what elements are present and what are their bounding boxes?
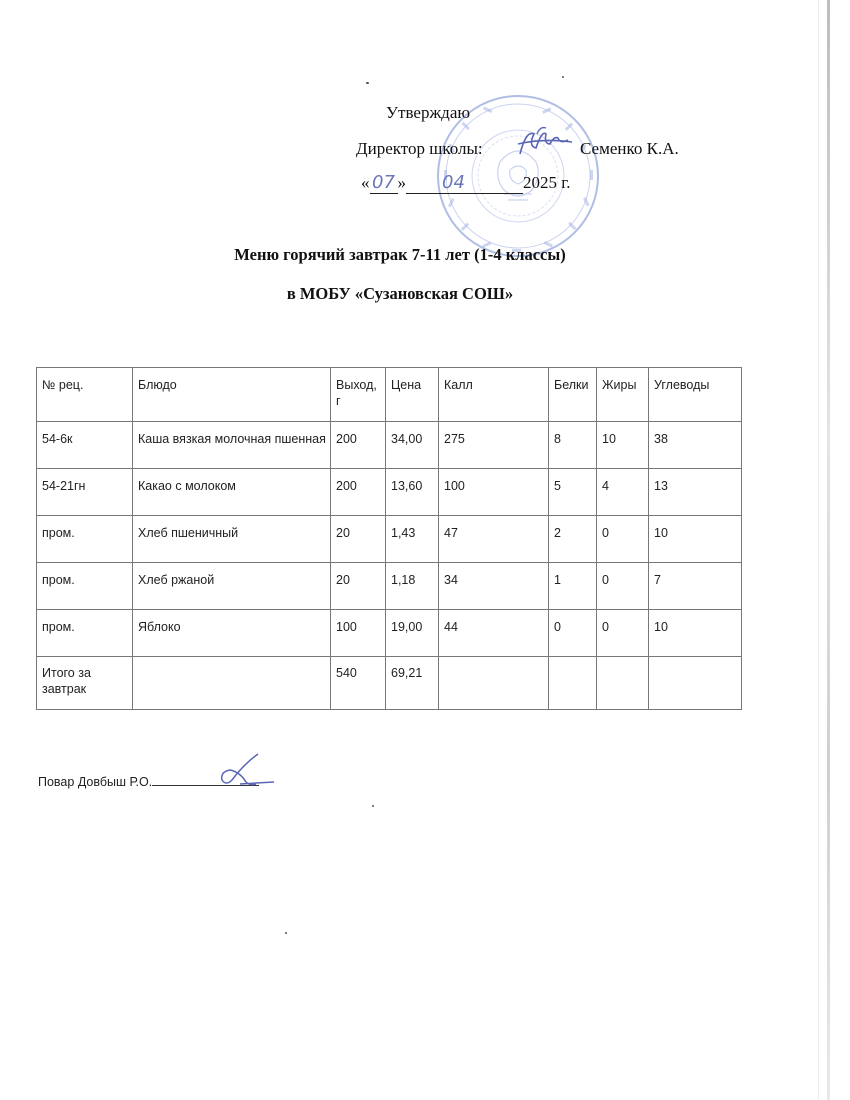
- scan-edge-shadow: [827, 0, 830, 1100]
- cell-recipe: пром.: [37, 563, 133, 610]
- cell-proteins: 0: [549, 610, 597, 657]
- cell-calories: 100: [439, 469, 549, 516]
- cell-price: 34,00: [386, 422, 439, 469]
- approval-title: Утверждаю: [386, 103, 471, 122]
- cell-carbs: 13: [649, 469, 742, 516]
- total-dish-empty: [133, 657, 331, 710]
- total-carbs-empty: [649, 657, 742, 710]
- date-close-quote: »: [397, 173, 406, 192]
- total-price: 69,21: [386, 657, 439, 710]
- date-month: 04: [442, 172, 465, 193]
- cell-price: 1,18: [386, 563, 439, 610]
- cell-calories: 47: [439, 516, 549, 563]
- total-calories-empty: [439, 657, 549, 710]
- total-fats-empty: [597, 657, 649, 710]
- cell-yield: 200: [331, 422, 386, 469]
- cell-recipe: 54-6к: [37, 422, 133, 469]
- director-label: Директор школы:: [356, 139, 483, 158]
- cell-yield: 20: [331, 563, 386, 610]
- total-proteins-empty: [549, 657, 597, 710]
- header-fats: Жиры: [597, 368, 649, 422]
- date-day-field: [370, 172, 398, 194]
- menu-title: Меню горячий завтрак 7-11 лет (1-4 классы): [234, 245, 566, 264]
- scan-speck: [285, 932, 287, 934]
- cell-carbs: 38: [649, 422, 742, 469]
- menu-school: в МОБУ «Сузановская СОШ»: [286, 284, 514, 303]
- cell-calories: 34: [439, 563, 549, 610]
- cell-recipe: 54-21гн: [37, 469, 133, 516]
- scan-speck: [562, 76, 564, 78]
- cell-price: 19,00: [386, 610, 439, 657]
- header-yield: Выход, г: [331, 368, 386, 422]
- cell-proteins: 1: [549, 563, 597, 610]
- table-row: [37, 563, 742, 610]
- cell-fats: 0: [597, 516, 649, 563]
- table-header-row: [37, 368, 742, 422]
- table-row: [37, 610, 742, 657]
- cell-fats: 10: [597, 422, 649, 469]
- cell-yield: 100: [331, 610, 386, 657]
- header-dish: Блюдо: [133, 368, 331, 422]
- cell-yield: 200: [331, 469, 386, 516]
- cell-proteins: 8: [549, 422, 597, 469]
- scan-speck: [366, 82, 369, 84]
- table-row: [37, 422, 742, 469]
- cell-recipe: пром.: [37, 516, 133, 563]
- date-year: 2025 г.: [523, 173, 571, 192]
- cell-dish: Каша вязкая молочная пшенная: [133, 422, 331, 469]
- cell-carbs: 7: [649, 563, 742, 610]
- cell-proteins: 5: [549, 469, 597, 516]
- cell-calories: 44: [439, 610, 549, 657]
- cell-calories: 275: [439, 422, 549, 469]
- table-row: [37, 516, 742, 563]
- header-proteins: Белки: [549, 368, 597, 422]
- cell-recipe: пром.: [37, 610, 133, 657]
- cook-signature: [210, 748, 280, 788]
- header-calories: Калл: [439, 368, 549, 422]
- cell-dish: Яблоко: [133, 610, 331, 657]
- cell-fats: 0: [597, 563, 649, 610]
- menu-table: [36, 367, 742, 710]
- header-price: Цена: [386, 368, 439, 422]
- cell-price: 13,60: [386, 469, 439, 516]
- approval-date: [361, 172, 571, 194]
- cell-proteins: 2: [549, 516, 597, 563]
- cell-fats: 4: [597, 469, 649, 516]
- cell-carbs: 10: [649, 610, 742, 657]
- director-name: Семенко К.А.: [580, 139, 679, 158]
- cell-dish: Хлеб пшеничный: [133, 516, 331, 563]
- cell-dish: Какао с молоком: [133, 469, 331, 516]
- table-total-row: [37, 657, 742, 710]
- date-month-field: [406, 172, 523, 194]
- cell-dish: Хлеб ржаной: [133, 563, 331, 610]
- cell-fats: 0: [597, 610, 649, 657]
- cell-price: 1,43: [386, 516, 439, 563]
- date-day: 07: [372, 172, 395, 193]
- header-recipe: № рец.: [37, 368, 133, 422]
- cell-carbs: 10: [649, 516, 742, 563]
- director-signature: [515, 122, 575, 167]
- header-carbs: Углеводы: [649, 368, 742, 422]
- table-row: [37, 469, 742, 516]
- cook-label: Повар Довбыш Р.О.: [38, 775, 153, 789]
- total-yield: 540: [331, 657, 386, 710]
- scan-speck: [372, 805, 374, 807]
- cell-yield: 20: [331, 516, 386, 563]
- date-open-quote: «: [361, 173, 370, 192]
- scan-edge-line: [818, 0, 819, 1100]
- total-label: Итого за завтрак: [37, 657, 133, 710]
